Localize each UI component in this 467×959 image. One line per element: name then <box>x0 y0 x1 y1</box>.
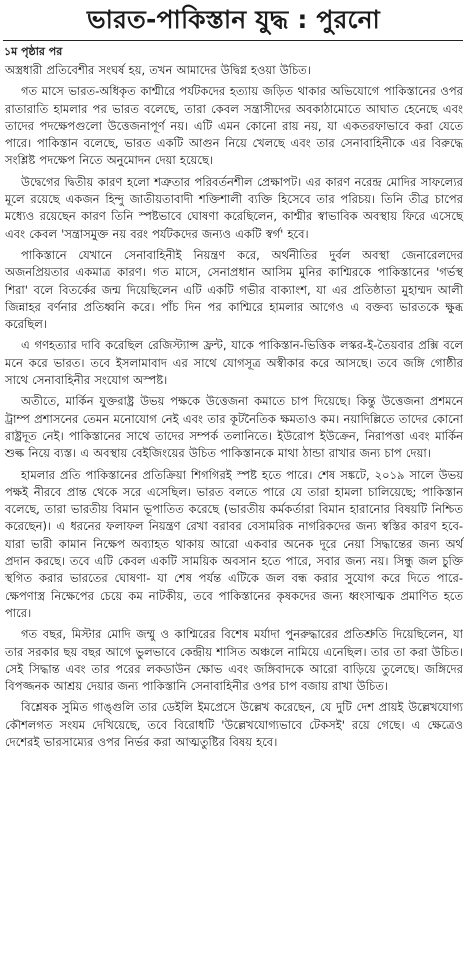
headline: ভারত-পাকিস্তান যুদ্ধ : পুরনো <box>87 5 380 34</box>
article-paragraph-3: উদ্বেগের দ্বিতীয় কারণ হলো শত্রুতার পরিবর্তনশীল প্রেক্ষাপট। এর কারণ নরেন্দ্র মোদির সাফল্যের মূলে রয়েছে একজন হিন্দু জাতীয়তাবাদী শক্তিশালী ব্যক্তি হিসেবে তার পরিচয়। তিনি তীব্র চাপের মধ্যেও রয়েছেন কারণ তিনি স্পষ্টভাবে ঘোষণা করেছিলেন, কাশ্মীর স্বাভাবিক অবস্থায় ফিরে এসেছে এবং কেবল 'সন্ত্রাসমুক্ত নয় বরং পর্যটকদের জন্যও একটি স্বর্গ' হবে। <box>5 174 463 241</box>
article-paragraph-8: গত বছর, মিস্টার মোদি জম্মু ও কাশ্মিরের বিশেষ মর্যাদা পুনরুদ্ধারের প্রতিশ্রুতি দিয়েছিলেন, যা তার সরকার ছয় বছর আগে ভুলভাবে কেন্দ্রীয় শাসিত অঞ্চলে নামিয়ে এনেছিল। তার তা করা উচিত। সেই সিদ্ধান্ত এবং তার পরের লকডাউন ক্ষোভ এবং জঙ্গিবাদকে আরো বাড়িয়ে তুলেছে। জঙ্গিদের বিপজ্জনক আশ্রয় দেয়ার জন্য পাকিস্তানি সেনাবাহিনীর ওপর চাপ বজায় রাখা উচিত। <box>5 627 463 694</box>
article-paragraph-4: পাকিস্তানে যেখানে সেনাবাহিনীই নিয়ন্ত্রণ করে, অর্থনীতির দুর্বল অবস্থা জেনারেলদের অজনপ্রিয়তার একমাত্র কারণ। গত মাসে, সেনাপ্রধান আসিম মুনির কাশ্মিরকে পাকিস্তানের 'গর্ভস্থ শিরা' বলে বিতর্কের জন্ম দিয়েছিলেন এটি একটি গভীর বাক্যাংশ, যা এর প্রতিষ্ঠাতা মুহাম্মদ আলী জিন্নাহর বর্ণনার প্রতিধ্বনি করে। পাঁচ দিন পর কাশ্মিরে হামলার আগেও এ বক্তব্য ভারতকে ক্ষুব্ধ করেছিল। <box>5 247 463 332</box>
article-paragraph-6: অতীতে, মার্কিন যুক্তরাষ্ট্র উভয় পক্ষকে উত্তেজনা কমাতে চাপ দিয়েছে। কিন্তু উত্তেজনা প্রশমনে ট্রাম্প প্রশাসনের তেমন মনোযোগ নেই এবং তার কূটনৈতিক ক্ষমতাও কম। নয়াদিল্লিতে তাদের কোনো রাষ্ট্রদূত নেই। পাকিস্তানের সাথে তাদের সম্পর্ক তলানিতে। ইউরোপ ইউক্রেন, নিরাপত্তা এবং মার্কিন শুল্ক নিয়ে ব্যস্ত। এ অবস্থায় বেইজিংয়ের উচিত পাকিস্তানকে মাথা ঠান্ডা রাখার জন্য চাপ দেয়া। <box>5 394 463 461</box>
article-paragraph-9: বিশ্লেষক সুমিত গাঙ্গুলি তার ডেইলি ইমপ্রেসে উল্লেখ করেছেন, যে দুটি দেশ প্রায়ই উল্লেখযোগ্য কৌশলগত সংযম দেখিয়েছে, তবে বিরোধটি 'উল্লেখযোগ্যভাবে টেকসই' রয়ে গেছে। এ ক্ষেত্রেও দেশেরই ভারসাম্যের ওপর নির্ভর করা আত্মতুষ্টির বিষয় হবে। <box>5 700 463 749</box>
article-paragraph-1: অস্ত্রধারী প্রতিবেশীর সংঘর্ষ হয়, তখন আমাদের উদ্বিগ্ন হওয়া উচিত। <box>5 63 311 77</box>
continued-from-label: ১ম পৃষ্ঠার পর <box>4 45 63 58</box>
article-paragraph-2: গত মাসে ভারত-অধিকৃত কাশ্মীরে পর্যটকদের হত্যায় জড়িত থাকার অভিযোগে পাকিস্তানের ওপর রাতারাতি হামলার পর ভারত বলেছে, তারা কেবল সন্ত্রাসীদের অবকাঠামোতে আঘাত হেনেছে এবং তাদের পদক্ষেপগুলো উত্তেজনাপূর্ণ নয়। এটি এমন কোনো রায় নয়, যা একতরফাভাবে করা যেতে পারে। পাকিস্তান বলেছে, ভারত একটি আগুন নিয়ে খেলছে এবং তার সেনাবাহিনীকে এর বিরুদ্ধে সংশ্লিষ্ট পদক্ষেপ নিতে অনুমোদন দেয়া হয়েছে। <box>5 84 463 168</box>
article-paragraph-7: হামলার প্রতি পাকিস্তানের প্রতিক্রিয়া শিগগিরই স্পষ্ট হতে পারে। শেষ সঙ্কটে, ২০১৯ সালে উভয় পক্ষই নীরবে প্রান্ত থেকে সরে এসেছিল। ভারত বলতে পারে যে তারা হামলা চালিয়েছে; পাকিস্তান বলেছে, তারা ভারতীয় বিমান ভূপাতিত করেছে (ভারতীয় কর্মকর্তারা বিমান হারানোর বিষয়টি নিশ্চিত করেছেন)। এ ধরনের ফলাফল নিয়ন্ত্রণ রেখা বরাবর বেসামরিক নাগরিকদের জন্য স্বস্তির কারণ হবে- যারা ভারী কামান নিক্ষেপ অব্যাহত থাকায় আরো একবার অনেক দূরে নেয়া সিদ্ধান্তের জন্য অর্থ প্রদান করছে। তবে এটি কেবল একটি সাময়িক অবসান হতে পারে, সবার জন্য নয়। সিন্ধু জল চুক্তি স্থগিত করার ভারতের ঘোষণা- যা শেষ পর্যন্ত এটিকে জল বন্ধ করার সুযোগ করে দিতে পারে- ক্ষেপণাস্ত্র নিক্ষেপের চেয়ে কম নাটকীয়, তবে পাকিস্তানের কৃষকদের জন্য ধ্বংসাত্মক প্রমাণিত হতে পারে। <box>5 467 463 620</box>
article-body <box>5 62 463 755</box>
article-paragraph-5: এ গণহত্যার দাবি করেছিল রেজিস্ট্যান্স ফ্রন্ট, যাকে পাকিস্তান-ভিত্তিক লস্কর-ই-তৈয়বার প্রক্সি বলে মনে করে ভারত। তবে ইসলামাবাদ এর সাথে যোগসূত্র অস্বীকার করে আসছে। তবে জঙ্গি গোষ্ঠীর সাথে সেনাবাহিনীর সংযোগ অস্পষ্ট। <box>5 338 463 388</box>
headline-divider <box>3 40 463 41</box>
